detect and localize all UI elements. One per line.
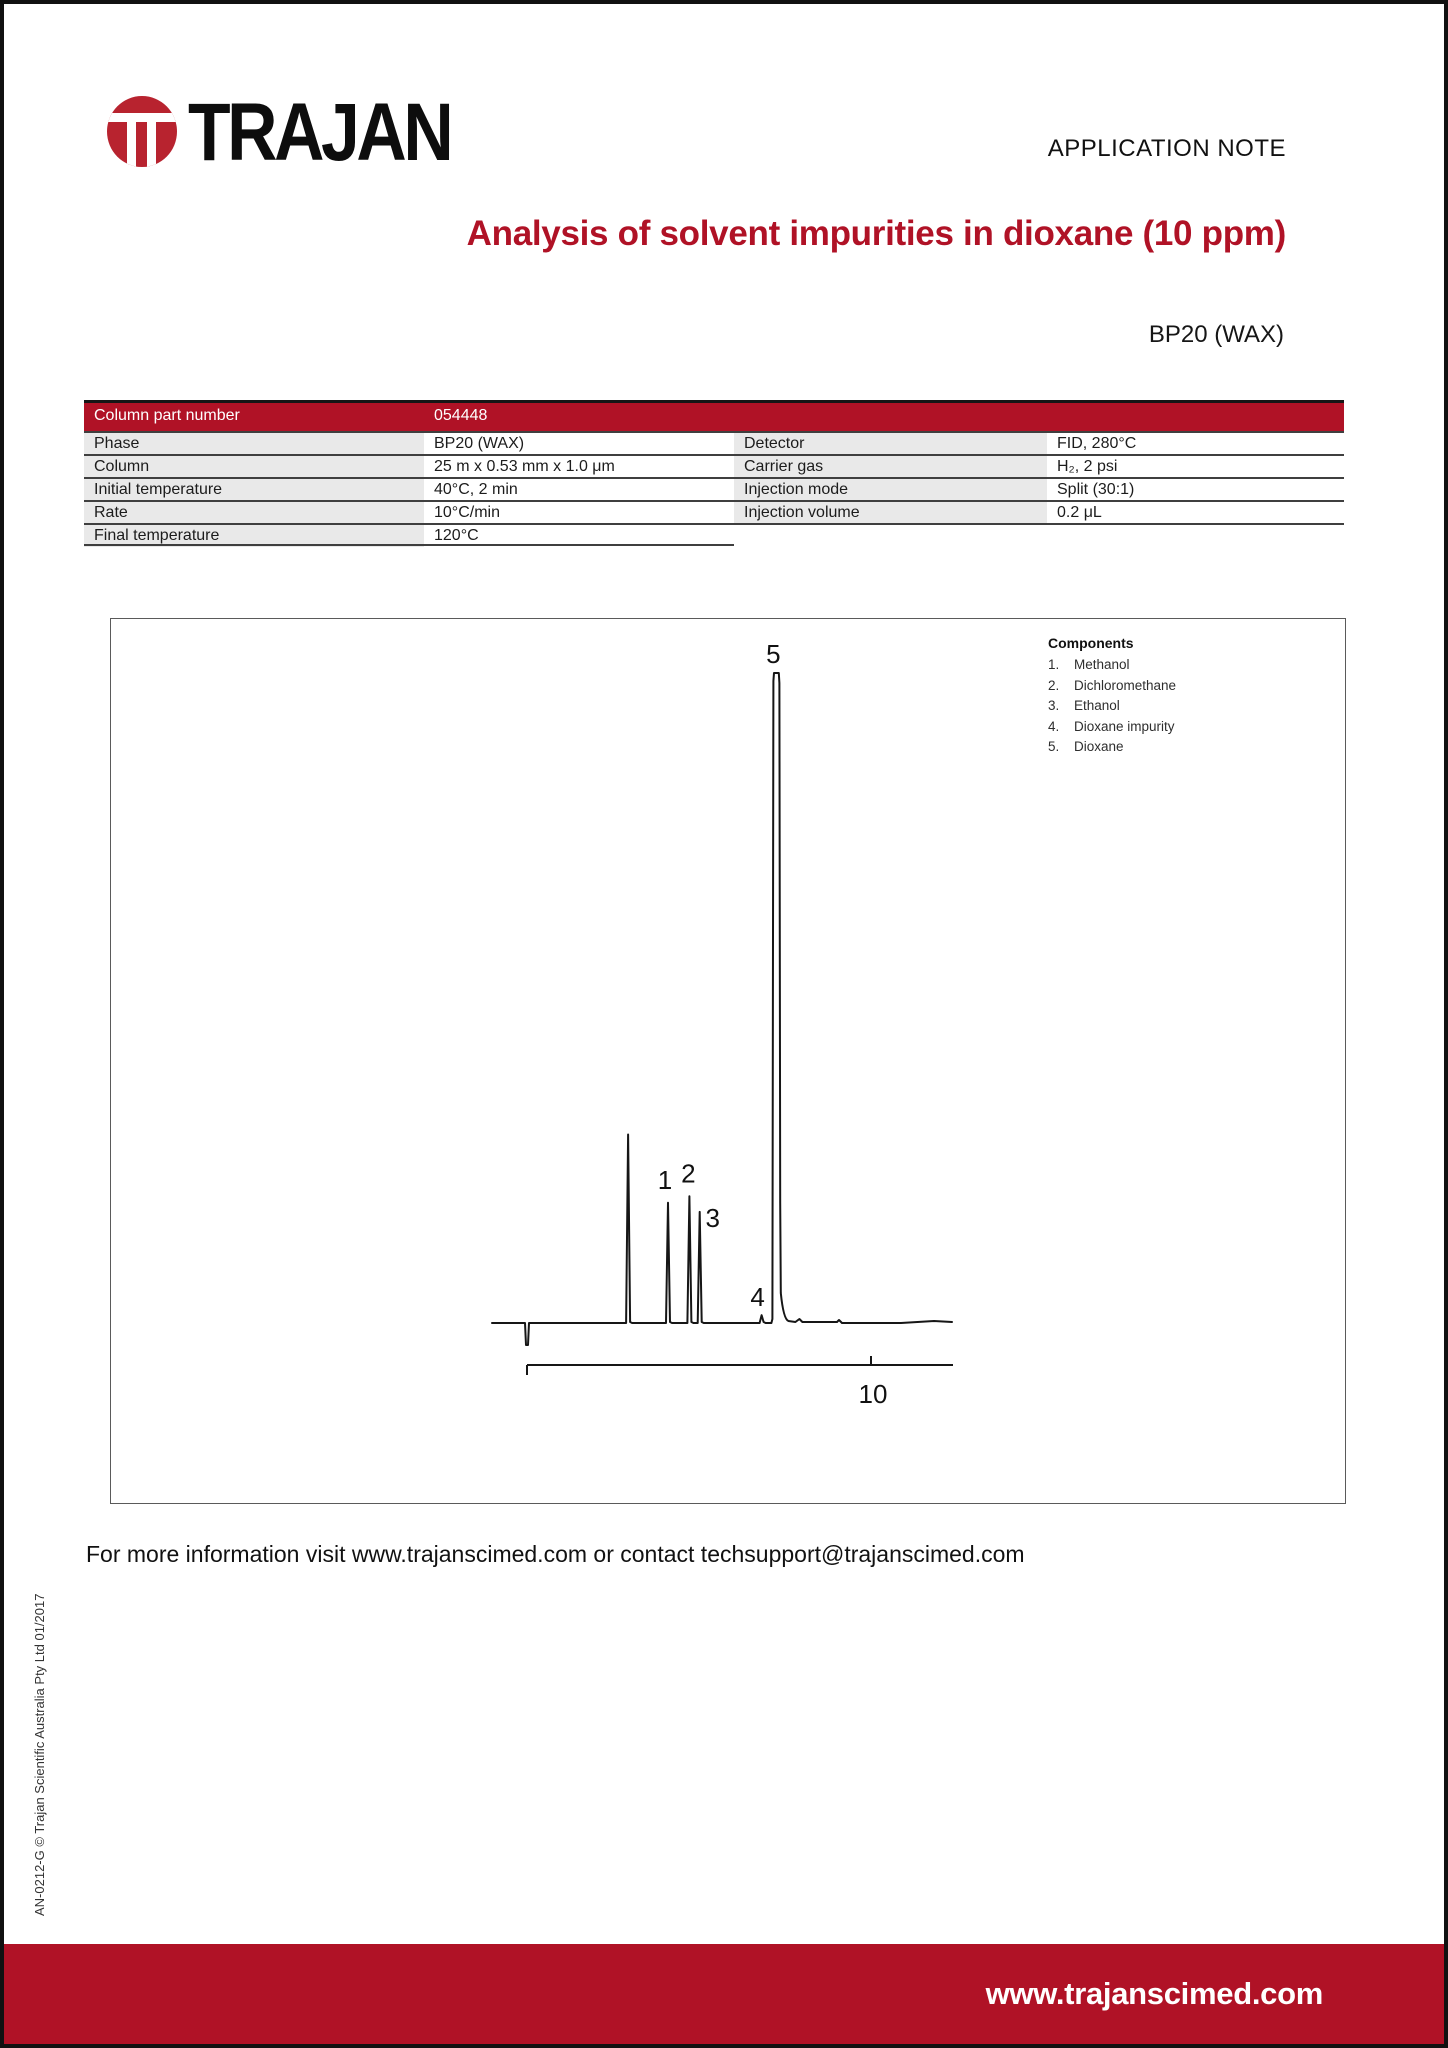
chromatogram-panel xyxy=(110,618,1346,1504)
logo-wordmark: TRAJAN xyxy=(188,87,451,178)
row-value: 40°C, 2 min xyxy=(424,477,734,500)
time-axis xyxy=(527,1356,953,1375)
document-reference-vertical: AN-0212-G © Trajan Scientific Australia Pty Ltd 01/2017 xyxy=(32,1593,47,1916)
legend-item xyxy=(1048,740,1278,754)
row-label: Initial temperature xyxy=(84,477,424,500)
row-label: Rate xyxy=(84,500,424,523)
table-header-label: Column part number xyxy=(84,403,424,431)
chromatogram-trace xyxy=(492,673,952,1345)
row-value: BP20 (WAX) xyxy=(424,431,734,454)
row-label: Carrier gas xyxy=(734,454,1047,477)
method-parameters-table xyxy=(84,400,1344,547)
table-bottom-rule xyxy=(84,544,734,546)
table-header-spacer xyxy=(734,403,1047,431)
row-value: FID, 280°C xyxy=(1047,431,1344,454)
empty-cell xyxy=(734,523,1047,547)
legend-item-number: 1. xyxy=(1048,657,1060,672)
components-legend xyxy=(1048,635,1278,754)
legend-item-name: Dioxane xyxy=(1074,739,1124,754)
row-value: Split (30:1) xyxy=(1047,477,1344,500)
legend-item xyxy=(1048,720,1278,734)
website-url: www.trajanscimed.com xyxy=(985,1976,1323,2011)
row-value: H₂, 2 psi xyxy=(1047,454,1344,477)
row-label: Column xyxy=(84,454,424,477)
row-value: 25 m x 0.53 mm x 1.0 μm xyxy=(424,454,734,477)
logo-t-stem xyxy=(136,122,147,167)
legend-item xyxy=(1048,699,1278,713)
legend-item-name: Methanol xyxy=(1074,657,1130,672)
legend-item-name: Dioxane impurity xyxy=(1074,718,1175,734)
legend-title: Components xyxy=(1048,635,1134,651)
page-subtitle: BP20 (WAX) xyxy=(1148,321,1284,348)
row-label: Injection mode xyxy=(734,477,1047,500)
peak-label: 1 xyxy=(657,1164,673,1195)
table-header-spacer xyxy=(1047,403,1344,431)
row-value: 10°C/min xyxy=(424,500,734,523)
row-value: 120°C xyxy=(424,523,734,547)
legend-items xyxy=(1048,658,1278,754)
page-title: Analysis of solvent impurities in dioxane (10 ppm) xyxy=(466,214,1286,253)
peak-label: 3 xyxy=(705,1202,720,1233)
trajan-logo-icon xyxy=(107,96,177,167)
logo-t-crossbar xyxy=(107,113,177,122)
row-label: Injection volume xyxy=(734,500,1047,523)
application-note-label: APPLICATION NOTE xyxy=(1047,135,1286,162)
peak-label: 2 xyxy=(681,1158,696,1189)
footer-contact-line: For more information visit www.trajanscimed.com or contact techsupport@trajanscimed.com xyxy=(86,1541,1025,1567)
legend-item-number: 3. xyxy=(1048,698,1060,713)
legend-item-number: 5. xyxy=(1048,739,1060,754)
legend-item-name: Dichloromethane xyxy=(1074,677,1177,693)
legend-item-number: 4. xyxy=(1048,718,1060,734)
legend-item xyxy=(1048,658,1278,672)
row-label: Detector xyxy=(734,431,1047,454)
legend-item-name: Ethanol xyxy=(1074,698,1120,713)
legend-item-number: 2. xyxy=(1048,677,1060,693)
empty-cell xyxy=(1047,523,1344,547)
row-label: Final temperature xyxy=(84,523,424,547)
table-header-value: 054448 xyxy=(424,403,734,431)
row-value: 0.2 μL xyxy=(1047,500,1344,523)
row-label: Phase xyxy=(84,431,424,454)
peak-label: 4 xyxy=(750,1282,765,1313)
legend-item xyxy=(1048,679,1278,693)
bottom-brand-bar xyxy=(4,1944,1444,2044)
x-axis-tick-label: 10 xyxy=(858,1379,888,1409)
peak-label: 5 xyxy=(766,639,781,669)
